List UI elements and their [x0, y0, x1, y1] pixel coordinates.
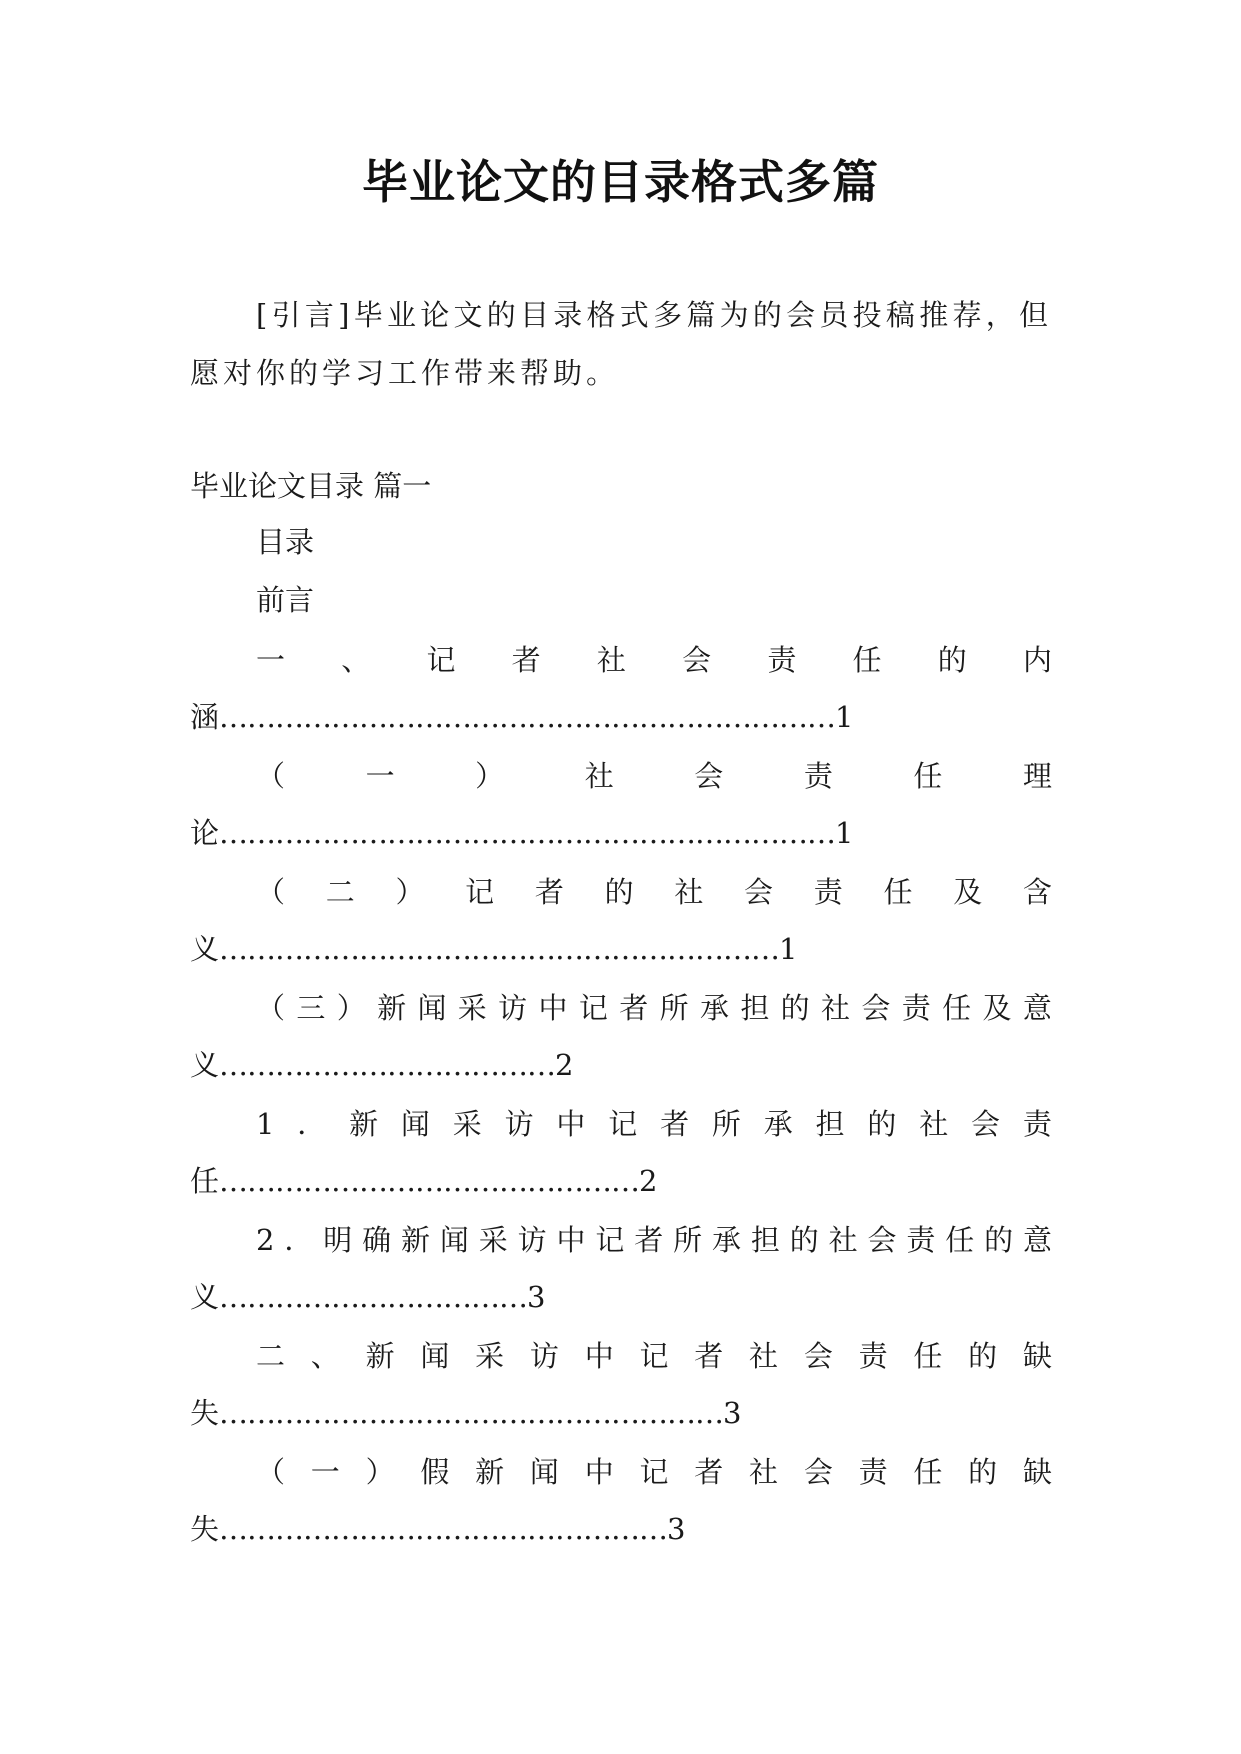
- toc-entry-leader-line: [190, 1509, 685, 1549]
- toc-entry-char: 中: [556, 1107, 586, 1141]
- toc-entry-char: ）: [336, 991, 366, 1025]
- toc-entry-first-line: [256, 1220, 1052, 1260]
- toc-entry-char: 记: [639, 1455, 669, 1489]
- toc-entry-char: 社: [828, 1223, 858, 1257]
- toc-entry-char: 一: [256, 643, 286, 677]
- toc-entry-leader-line: [190, 1277, 545, 1317]
- toc-entry-char: 责: [906, 1223, 936, 1257]
- toc-entry-char: 三: [296, 991, 326, 1025]
- toc-entry-dot-leader: ……………………………: [219, 1280, 528, 1314]
- toc-entry-char: 的: [968, 1339, 998, 1373]
- toc-entry-leader-line: [190, 1161, 657, 1201]
- toc-entry-char: ．: [297, 1107, 327, 1141]
- toc-entry-char: 任: [913, 1455, 943, 1489]
- toc-entry-char: 的: [789, 1223, 819, 1257]
- toc-entry-tail-text: 涵: [190, 700, 220, 734]
- toc-entry-char: 所: [659, 991, 689, 1025]
- toc-entry-char: 责: [767, 643, 797, 677]
- section-heading: 毕业论文目录 篇一: [190, 469, 432, 503]
- toc-entry-char: 访: [498, 991, 528, 1025]
- toc-entry-char: 的: [604, 875, 634, 909]
- toc-entry-first-line: [256, 640, 1052, 680]
- toc-entry-char: 会: [682, 643, 712, 677]
- toc-entry-char: 闻: [529, 1455, 559, 1489]
- toc-entry-char: 缺: [1022, 1455, 1052, 1489]
- toc-entry-char: 记: [595, 1223, 625, 1257]
- toc-entry-char: ．: [284, 1223, 314, 1257]
- toc-entry-char: 担: [815, 1107, 845, 1141]
- toc-entry-char: 、: [310, 1339, 340, 1373]
- toc-entry-char: 会: [694, 759, 724, 793]
- toc-entry-char: 新: [400, 1223, 430, 1257]
- toc-entry-char: 者: [511, 643, 541, 677]
- toc-entry-page-number: 3: [667, 1512, 686, 1546]
- toc-entry-char: 任: [883, 875, 913, 909]
- toc-entry-char: 社: [749, 1455, 779, 1489]
- toc-entry-char: 的: [867, 1107, 897, 1141]
- toc-entry-char: 闻: [439, 1223, 469, 1257]
- toc-entry-tail-text: 失: [190, 1396, 220, 1430]
- toc-entry-char: 新: [475, 1455, 505, 1489]
- toc-entry-char: 新: [365, 1339, 395, 1373]
- toc-entry-leader-line: [190, 813, 853, 853]
- toc-entry-char: 社: [674, 875, 704, 909]
- toc-entry-char: 内: [1022, 643, 1052, 677]
- toc-entry-tail-text: 义: [190, 1048, 220, 1082]
- toc-entry-dot-leader: …………………………………………: [219, 1512, 668, 1546]
- toc-entry-char: 确: [362, 1223, 392, 1257]
- toc-entry-page-number: 3: [723, 1396, 742, 1430]
- toc-entry-char: 中: [556, 1223, 586, 1257]
- toc-entry-leader-line: [190, 1045, 573, 1085]
- toc-entry-dot-leader: ………………………………: [219, 1048, 556, 1082]
- toc-entry-char: 中: [584, 1455, 614, 1489]
- toc-entry-char: 责: [1022, 1107, 1052, 1141]
- toc-entry-char: 承: [699, 991, 729, 1025]
- toc-entry-leader-line: [190, 929, 797, 969]
- toc-entry-first-line: [256, 1452, 1052, 1492]
- toc-entry-char: 者: [660, 1107, 690, 1141]
- toc-entry-char: 担: [750, 1223, 780, 1257]
- toc-entry-char: 的: [937, 643, 967, 677]
- toc-entry-dot-leader: …………………………………………………………: [219, 816, 836, 850]
- toc-entry-char: 及: [953, 875, 983, 909]
- toc-entry-char: 会: [867, 1223, 897, 1257]
- toc-entry-char: 访: [517, 1223, 547, 1257]
- toc-entry-char: 责: [901, 991, 931, 1025]
- toc-entry-char: 责: [813, 875, 843, 909]
- toc-entry-tail-text: 义: [190, 932, 220, 966]
- toc-entry-char: 记: [578, 991, 608, 1025]
- toc-label: 目录: [256, 525, 315, 559]
- toc-entry-first-line: [256, 988, 1052, 1028]
- toc-entry-char: 二: [325, 875, 355, 909]
- toc-entry-page-number: 2: [555, 1048, 574, 1082]
- toc-entry-char: （: [256, 875, 286, 909]
- toc-entry-char: 会: [803, 1455, 833, 1489]
- toc-entry-char: 者: [634, 1223, 664, 1257]
- toc-entry-page-number: 1: [835, 700, 854, 734]
- toc-entry-page-number: 2: [639, 1164, 658, 1198]
- toc-entry-tail-text: 失: [190, 1512, 220, 1546]
- toc-entry-first-line: [256, 1104, 1052, 1144]
- toc-entry-tail-text: 义: [190, 1280, 220, 1314]
- toc-entry-char: 担: [740, 991, 770, 1025]
- toc-entry-char: 明: [323, 1223, 353, 1257]
- toc-entry-char: 任: [942, 991, 972, 1025]
- toc-entry-char: 社: [919, 1107, 949, 1141]
- toc-entry-page-number: 1: [835, 816, 854, 850]
- toc-entry-char: 者: [534, 875, 564, 909]
- toc-entry-char: 记: [639, 1339, 669, 1373]
- toc-entry-dot-leader: ……………………………………………………: [219, 932, 780, 966]
- toc-entry-char: 责: [858, 1455, 888, 1489]
- toc-entry-char: 中: [538, 991, 568, 1025]
- toc-entry-leader-line: [190, 1393, 741, 1433]
- toc-entry-page-number: 1: [779, 932, 798, 966]
- toc-entry-char: 采: [475, 1339, 505, 1373]
- toc-entry-char: 理: [1022, 759, 1052, 793]
- toc-entry-char: 会: [971, 1107, 1001, 1141]
- toc-entry-char: 采: [452, 1107, 482, 1141]
- toc-entry-char: 任: [945, 1223, 975, 1257]
- toc-entry-char: 假: [420, 1455, 450, 1489]
- toc-entry-tail-text: 任: [190, 1164, 220, 1198]
- toc-entry-char: 的: [984, 1223, 1014, 1257]
- toc-entry-char: 含: [1022, 875, 1052, 909]
- toc-entry-char: 记: [608, 1107, 638, 1141]
- toc-entry-char: 会: [744, 875, 774, 909]
- intro-paragraph: [引言]毕业论文的目录格式多篇为的会员投稿推荐，但愿对你的学习工作带来帮助。: [190, 298, 1052, 390]
- toc-entry-char: 闻: [417, 991, 447, 1025]
- toc-entry-char: 意: [1022, 1223, 1052, 1257]
- toc-entry-char: 会: [803, 1339, 833, 1373]
- toc-entry-char: 新: [349, 1107, 379, 1141]
- toc-entry-char: 闻: [420, 1339, 450, 1373]
- toc-entry-char: 所: [711, 1107, 741, 1141]
- toc-entry-leader-line: [190, 697, 853, 737]
- toc-entry-char: 记: [426, 643, 456, 677]
- toc-entry-char: 任: [852, 643, 882, 677]
- toc-entry-char: 采: [457, 991, 487, 1025]
- toc-entry-dot-leader: ………………………………………: [219, 1164, 640, 1198]
- toc-entry-char: 访: [529, 1339, 559, 1373]
- toc-entry-char: 缺: [1022, 1339, 1052, 1373]
- toc-entry-char: 一: [365, 759, 395, 793]
- toc-entry-char: 二: [256, 1339, 286, 1373]
- toc-entry-first-line: [256, 1336, 1052, 1376]
- toc-entry-char: 社: [596, 643, 626, 677]
- toc-entry-char: 任: [913, 759, 943, 793]
- toc-entry-char: 社: [749, 1339, 779, 1373]
- toc-entry-char: ）: [395, 875, 425, 909]
- toc-entry-char: 社: [584, 759, 614, 793]
- toc-entry-char: 责: [803, 759, 833, 793]
- toc-entry-char: ）: [365, 1455, 395, 1489]
- toc-entry-char: 承: [711, 1223, 741, 1257]
- toc-entry-char: 会: [861, 991, 891, 1025]
- preface-entry: 前言: [256, 583, 315, 617]
- toc-entry-char: 承: [763, 1107, 793, 1141]
- toc-entry-dot-leader: …………………………………………………………: [219, 700, 836, 734]
- toc-entry-char: 访: [504, 1107, 534, 1141]
- toc-entry-first-line: [256, 872, 1052, 912]
- toc-entry-char: 及: [982, 991, 1012, 1025]
- toc-entry-char: 1: [256, 1107, 275, 1141]
- toc-entry-char: 中: [584, 1339, 614, 1373]
- toc-entry-dot-leader: ………………………………………………: [219, 1396, 724, 1430]
- toc-entry-char: 的: [968, 1455, 998, 1489]
- toc-entry-char: 采: [478, 1223, 508, 1257]
- toc-entry-char: 意: [1022, 991, 1052, 1025]
- document-title: 毕业论文的目录格式多篇: [362, 155, 879, 209]
- toc-entry-char: 所: [673, 1223, 703, 1257]
- toc-entry-char: 新: [377, 991, 407, 1025]
- toc-entry-char: （: [256, 1455, 286, 1489]
- toc-entry-char: 2: [256, 1223, 275, 1257]
- toc-entry-char: （: [256, 759, 286, 793]
- toc-entry-char: 记: [465, 875, 495, 909]
- toc-entry-char: 、: [341, 643, 371, 677]
- toc-entry-char: 的: [780, 991, 810, 1025]
- toc-entry-char: 任: [913, 1339, 943, 1373]
- toc-entry-char: 闻: [400, 1107, 430, 1141]
- toc-entry-char: ）: [475, 759, 505, 793]
- toc-entry-char: 一: [310, 1455, 340, 1489]
- toc-entry-first-line: [256, 756, 1052, 796]
- toc-entry-char: （: [256, 991, 286, 1025]
- toc-entry-char: 者: [694, 1339, 724, 1373]
- toc-entry-tail-text: 论: [190, 816, 220, 850]
- toc-entry-char: 责: [858, 1339, 888, 1373]
- toc-entry-char: 者: [694, 1455, 724, 1489]
- toc-entry-page-number: 3: [527, 1280, 546, 1314]
- toc-entry-char: 社: [821, 991, 851, 1025]
- toc-entry-char: 者: [619, 991, 649, 1025]
